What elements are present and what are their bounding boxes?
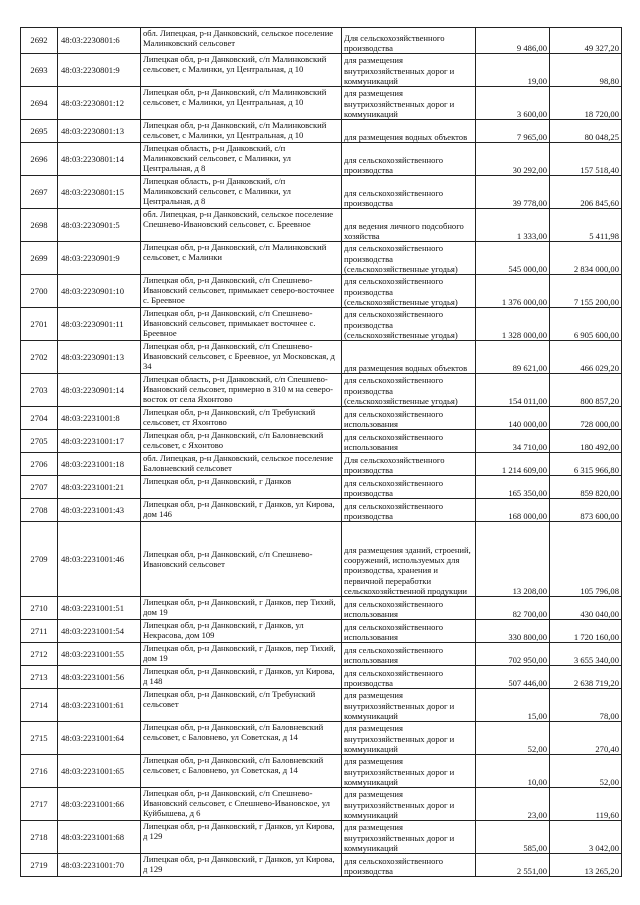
table-row <box>21 28 622 54</box>
permitted-use: для размещения внутрихозяйственных дорог и коммуникаций <box>342 87 476 120</box>
cadastral-value: 49 327,20 <box>550 28 622 54</box>
table-row <box>21 620 622 643</box>
table-row <box>21 854 622 877</box>
row-number: 2696 <box>21 143 58 176</box>
area-value: 1 376 000,00 <box>476 275 550 308</box>
table-row <box>21 453 622 476</box>
permitted-use: для сельскохозяйственного производства <box>342 176 476 209</box>
permitted-use: для размещения водных объектов <box>342 120 476 143</box>
area-value: 3 600,00 <box>476 87 550 120</box>
cadastral-value: 5 411,98 <box>550 209 622 242</box>
area-value: 330 800,00 <box>476 620 550 643</box>
address: Липецкая обл, р-н Данковский, с/п Спешнево-Ивановский сельсовет <box>141 522 342 597</box>
permitted-use: для размещения внутрихозяйственных дорог и коммуникаций <box>342 689 476 722</box>
table-row <box>21 87 622 120</box>
permitted-use: для размещения внутрихозяйственных дорог и коммуникаций <box>342 755 476 788</box>
table-row <box>21 407 622 430</box>
cadastral-number: 48:03:2231001:64 <box>58 722 141 755</box>
permitted-use: для сельскохозяйственного производства <box>342 143 476 176</box>
table-row <box>21 643 622 666</box>
table-row <box>21 476 622 499</box>
permitted-use: для размещения водных объектов <box>342 341 476 374</box>
area-value: 702 950,00 <box>476 643 550 666</box>
permitted-use: для сельскохозяйственного использования <box>342 643 476 666</box>
row-number: 2710 <box>21 597 58 620</box>
area-value: 15,00 <box>476 689 550 722</box>
cadastral-value: 6 315 966,80 <box>550 453 622 476</box>
table-row <box>21 430 622 453</box>
cadastral-number: 48:03:2231001:61 <box>58 689 141 722</box>
row-number: 2711 <box>21 620 58 643</box>
row-number: 2705 <box>21 430 58 453</box>
permitted-use: для сельскохозяйственного производства <box>342 476 476 499</box>
address: обл. Липецкая, р-н Данковский, сельское поселение Спешнево-Ивановский сельсовет, с. Бреевное <box>141 209 342 242</box>
cadastral-number: 48:03:2231001:21 <box>58 476 141 499</box>
cadastral-value: 859 820,00 <box>550 476 622 499</box>
cadastral-number: 48:03:2231001:66 <box>58 788 141 821</box>
area-value: 585,00 <box>476 821 550 854</box>
cadastral-number: 48:03:2230801:13 <box>58 120 141 143</box>
permitted-use: для сельскохозяйственного производства (сельскохозяйственные угодья) <box>342 275 476 308</box>
permitted-use: для сельскохозяйственного производства (сельскохозяйственные угодья) <box>342 374 476 407</box>
row-number: 2716 <box>21 755 58 788</box>
address: Липецкая обл, р-н Данковский, г Данков, ул Некрасова, дом 109 <box>141 620 342 643</box>
table-row <box>21 242 622 275</box>
table-row <box>21 499 622 522</box>
address: Липецкая обл, р-н Данковский, г Данков, пер Тихий, дом 19 <box>141 597 342 620</box>
row-number: 2699 <box>21 242 58 275</box>
cadastral-number: 48:03:2231001:18 <box>58 453 141 476</box>
row-number: 2719 <box>21 854 58 877</box>
row-number: 2715 <box>21 722 58 755</box>
row-number: 2702 <box>21 341 58 374</box>
cadastral-value: 119,60 <box>550 788 622 821</box>
cadastral-value: 105 796,08 <box>550 522 622 597</box>
cadastral-number: 48:03:2230901:13 <box>58 341 141 374</box>
permitted-use: для сельскохозяйственного производства (сельскохозяйственные угодья) <box>342 242 476 275</box>
table-row <box>21 755 622 788</box>
table-row <box>21 597 622 620</box>
area-value: 10,00 <box>476 755 550 788</box>
address: Липецкая обл, р-н Данковский, г Данков, ул Кирова, дом 146 <box>141 499 342 522</box>
address: обл. Липецкая, р-н Данковский, сельское поселение Баловневский сельсовет <box>141 453 342 476</box>
address: Липецкая обл, р-н Данковский, с/п Спешнево-Ивановский сельсовет, с Бреевное, ул Московская, д 34 <box>141 341 342 374</box>
row-number: 2704 <box>21 407 58 430</box>
cadastral-number: 48:03:2231001:51 <box>58 597 141 620</box>
table-row <box>21 522 622 597</box>
cadastral-value: 1 720 160,00 <box>550 620 622 643</box>
area-value: 23,00 <box>476 788 550 821</box>
table-row <box>21 308 622 341</box>
permitted-use: для сельскохозяйственного использования <box>342 407 476 430</box>
permitted-use: для размещения внутрихозяйственных дорог и коммуникаций <box>342 54 476 87</box>
cadastral-number: 48:03:2231001:55 <box>58 643 141 666</box>
row-number: 2697 <box>21 176 58 209</box>
cadastral-value: 728 000,00 <box>550 407 622 430</box>
area-value: 82 700,00 <box>476 597 550 620</box>
cadastral-number: 48:03:2231001:46 <box>58 522 141 597</box>
document-page <box>20 27 621 877</box>
cadastral-number: 48:03:2230801:15 <box>58 176 141 209</box>
area-value: 52,00 <box>476 722 550 755</box>
row-number: 2703 <box>21 374 58 407</box>
area-value: 9 486,00 <box>476 28 550 54</box>
cadastral-value: 180 492,00 <box>550 430 622 453</box>
address: Липецкая обл, р-н Данковский, с/п Малинковский сельсовет, с Малинки, ул Центральная, д 10 <box>141 87 342 120</box>
permitted-use: Для сельскохозяйственного производства <box>342 453 476 476</box>
address: Липецкая обл, р-н Данковский, г Данков, ул Кирова, д 129 <box>141 854 342 877</box>
address: Липецкая обл, р-н Данковский, с/п Баловневский сельсовет, с Яхонтово <box>141 430 342 453</box>
permitted-use: для сельскохозяйственного использования <box>342 620 476 643</box>
address: Липецкая обл, р-н Данковский, с/п Малинковский сельсовет, с Малинки, ул Центральная, д 10 <box>141 54 342 87</box>
table-row <box>21 176 622 209</box>
row-number: 2695 <box>21 120 58 143</box>
cadastral-number: 48:03:2231001:68 <box>58 821 141 854</box>
cadastral-number: 48:03:2231001:54 <box>58 620 141 643</box>
table-row <box>21 209 622 242</box>
row-number: 2700 <box>21 275 58 308</box>
cadastral-number: 48:03:2230801:6 <box>58 28 141 54</box>
cadastral-value: 2 638 719,20 <box>550 666 622 689</box>
cadastral-number: 48:03:2230901:9 <box>58 242 141 275</box>
area-value: 34 710,00 <box>476 430 550 453</box>
cadastral-number: 48:03:2230901:14 <box>58 374 141 407</box>
cadastral-value: 430 040,00 <box>550 597 622 620</box>
cadastral-value: 466 029,20 <box>550 341 622 374</box>
cadastral-value: 270,40 <box>550 722 622 755</box>
row-number: 2712 <box>21 643 58 666</box>
permitted-use: для размещения внутрихозяйственных дорог и коммуникаций <box>342 722 476 755</box>
table-row <box>21 120 622 143</box>
permitted-use: для размещения внутрихозяйственных дорог и коммуникаций <box>342 821 476 854</box>
area-value: 2 551,00 <box>476 854 550 877</box>
row-number: 2692 <box>21 28 58 54</box>
permitted-use: для сельскохозяйственного использования <box>342 430 476 453</box>
row-number: 2706 <box>21 453 58 476</box>
cadastral-number: 48:03:2230901:11 <box>58 308 141 341</box>
area-value: 13 208,00 <box>476 522 550 597</box>
area-value: 19,00 <box>476 54 550 87</box>
permitted-use: для сельскохозяйственного производства <box>342 854 476 877</box>
cadastral-value: 80 048,25 <box>550 120 622 143</box>
cadastral-value: 157 518,40 <box>550 143 622 176</box>
address: Липецкая обл, р-н Данковский, с/п Требунский сельсовет <box>141 689 342 722</box>
cadastral-value: 3 655 340,00 <box>550 643 622 666</box>
area-value: 168 000,00 <box>476 499 550 522</box>
address: Липецкая обл, р-н Данковский, г Данков <box>141 476 342 499</box>
cadastral-number: 48:03:2231001:70 <box>58 854 141 877</box>
table-row <box>21 275 622 308</box>
area-value: 1 328 000,00 <box>476 308 550 341</box>
cadastral-value: 6 905 600,00 <box>550 308 622 341</box>
area-value: 140 000,00 <box>476 407 550 430</box>
row-number: 2701 <box>21 308 58 341</box>
row-number: 2694 <box>21 87 58 120</box>
area-value: 1 214 609,00 <box>476 453 550 476</box>
row-number: 2713 <box>21 666 58 689</box>
land-plots-table <box>20 27 622 877</box>
cadastral-number: 48:03:2230901:10 <box>58 275 141 308</box>
cadastral-value: 98,80 <box>550 54 622 87</box>
cadastral-value: 7 155 200,00 <box>550 275 622 308</box>
address: Липецкая обл, р-н Данковский, с/п Баловневский сельсовет, с Баловнево, ул Советская, д 14 <box>141 722 342 755</box>
permitted-use: для ведения личного подсобного хозяйства <box>342 209 476 242</box>
cadastral-value: 2 834 000,00 <box>550 242 622 275</box>
table-row <box>21 821 622 854</box>
cadastral-value: 206 845,60 <box>550 176 622 209</box>
cadastral-number: 48:03:2230801:14 <box>58 143 141 176</box>
area-value: 30 292,00 <box>476 143 550 176</box>
table-row <box>21 689 622 722</box>
address: Липецкая обл, р-н Данковский, с/п Требунский сельсовет, ст Яхонтово <box>141 407 342 430</box>
table-row <box>21 722 622 755</box>
address: Липецкая обл, р-н Данковский, с/п Малинковский сельсовет, с Малинки <box>141 242 342 275</box>
address: Липецкая область, р-н Данковский, с/п Спешнево-Ивановский сельсовет, примерно в 310 м на северо-восток от села Яхонтово <box>141 374 342 407</box>
address: Липецкая обл, р-н Данковский, г Данков, пер Тихий, дом 19 <box>141 643 342 666</box>
cadastral-value: 78,00 <box>550 689 622 722</box>
row-number: 2698 <box>21 209 58 242</box>
cadastral-number: 48:03:2231001:8 <box>58 407 141 430</box>
area-value: 165 350,00 <box>476 476 550 499</box>
cadastral-number: 48:03:2231001:17 <box>58 430 141 453</box>
address: Липецкая обл, р-н Данковский, с/п Спешнево-Ивановский сельсовет, с Спешнево-Ивановское, ул Куйбышева, д 6 <box>141 788 342 821</box>
cadastral-value: 873 600,00 <box>550 499 622 522</box>
cadastral-number: 48:03:2231001:43 <box>58 499 141 522</box>
row-number: 2717 <box>21 788 58 821</box>
area-value: 39 778,00 <box>476 176 550 209</box>
cadastral-value: 3 042,00 <box>550 821 622 854</box>
row-number: 2714 <box>21 689 58 722</box>
area-value: 7 965,00 <box>476 120 550 143</box>
address: Липецкая обл, р-н Данковский, с/п Спешнево-Ивановский сельсовет, примыкает восточнее с. Бреевное <box>141 308 342 341</box>
address: Липецкая область, р-н Данковский, с/п Малинковский сельсовет, с Малинки, ул Центральная, д 8 <box>141 176 342 209</box>
address: Липецкая обл, р-н Данковский, г Данков, ул Кирова, д 148 <box>141 666 342 689</box>
address: Липецкая обл, р-н Данковский, с/п Малинковский сельсовет, с Малинки, ул Центральная, д 10 <box>141 120 342 143</box>
area-value: 89 621,00 <box>476 341 550 374</box>
row-number: 2707 <box>21 476 58 499</box>
permitted-use: Для сельскохозяйственного производства <box>342 28 476 54</box>
row-number: 2693 <box>21 54 58 87</box>
cadastral-number: 48:03:2230801:12 <box>58 87 141 120</box>
permitted-use: для размещения зданий, строений, сооружений, используемых для производства, хранения и первичной переработки сельскохозяйственной продукции <box>342 522 476 597</box>
table-row <box>21 54 622 87</box>
table-row <box>21 666 622 689</box>
table-row <box>21 374 622 407</box>
cadastral-number: 48:03:2230801:9 <box>58 54 141 87</box>
address: Липецкая обл, р-н Данковский, г Данков, ул Кирова, д 129 <box>141 821 342 854</box>
row-number: 2708 <box>21 499 58 522</box>
area-value: 507 446,00 <box>476 666 550 689</box>
permitted-use: для сельскохозяйственного производства (сельскохозяйственные угодья) <box>342 308 476 341</box>
address: обл. Липецкая, р-н Данковский, сельское поселение Малинковский сельсовет <box>141 28 342 54</box>
cadastral-value: 13 265,20 <box>550 854 622 877</box>
permitted-use: для сельскохозяйственного производства <box>342 499 476 522</box>
permitted-use: для сельскохозяйственного использования <box>342 597 476 620</box>
cadastral-number: 48:03:2231001:65 <box>58 755 141 788</box>
cadastral-value: 52,00 <box>550 755 622 788</box>
cadastral-number: 48:03:2230901:5 <box>58 209 141 242</box>
row-number: 2709 <box>21 522 58 597</box>
cadastral-number: 48:03:2231001:56 <box>58 666 141 689</box>
cadastral-value: 18 720,00 <box>550 87 622 120</box>
row-number: 2718 <box>21 821 58 854</box>
table-body <box>21 28 622 877</box>
address: Липецкая обл, р-н Данковский, с/п Баловневский сельсовет, с Баловнево, ул Советская, д 14 <box>141 755 342 788</box>
table-row <box>21 788 622 821</box>
area-value: 545 000,00 <box>476 242 550 275</box>
permitted-use: для размещения внутрихозяйственных дорог и коммуникаций <box>342 788 476 821</box>
address: Липецкая область, р-н Данковский, с/п Малинковский сельсовет, с Малинки, ул Центральная, д 8 <box>141 143 342 176</box>
permitted-use: для сельскохозяйственного производства <box>342 666 476 689</box>
address: Липецкая обл, р-н Данковский, с/п Спешнево-Ивановский сельсовет, примыкает северо-восточнее с. Бреевное <box>141 275 342 308</box>
area-value: 1 333,00 <box>476 209 550 242</box>
cadastral-value: 800 857,20 <box>550 374 622 407</box>
table-row <box>21 143 622 176</box>
area-value: 154 011,00 <box>476 374 550 407</box>
table-row <box>21 341 622 374</box>
